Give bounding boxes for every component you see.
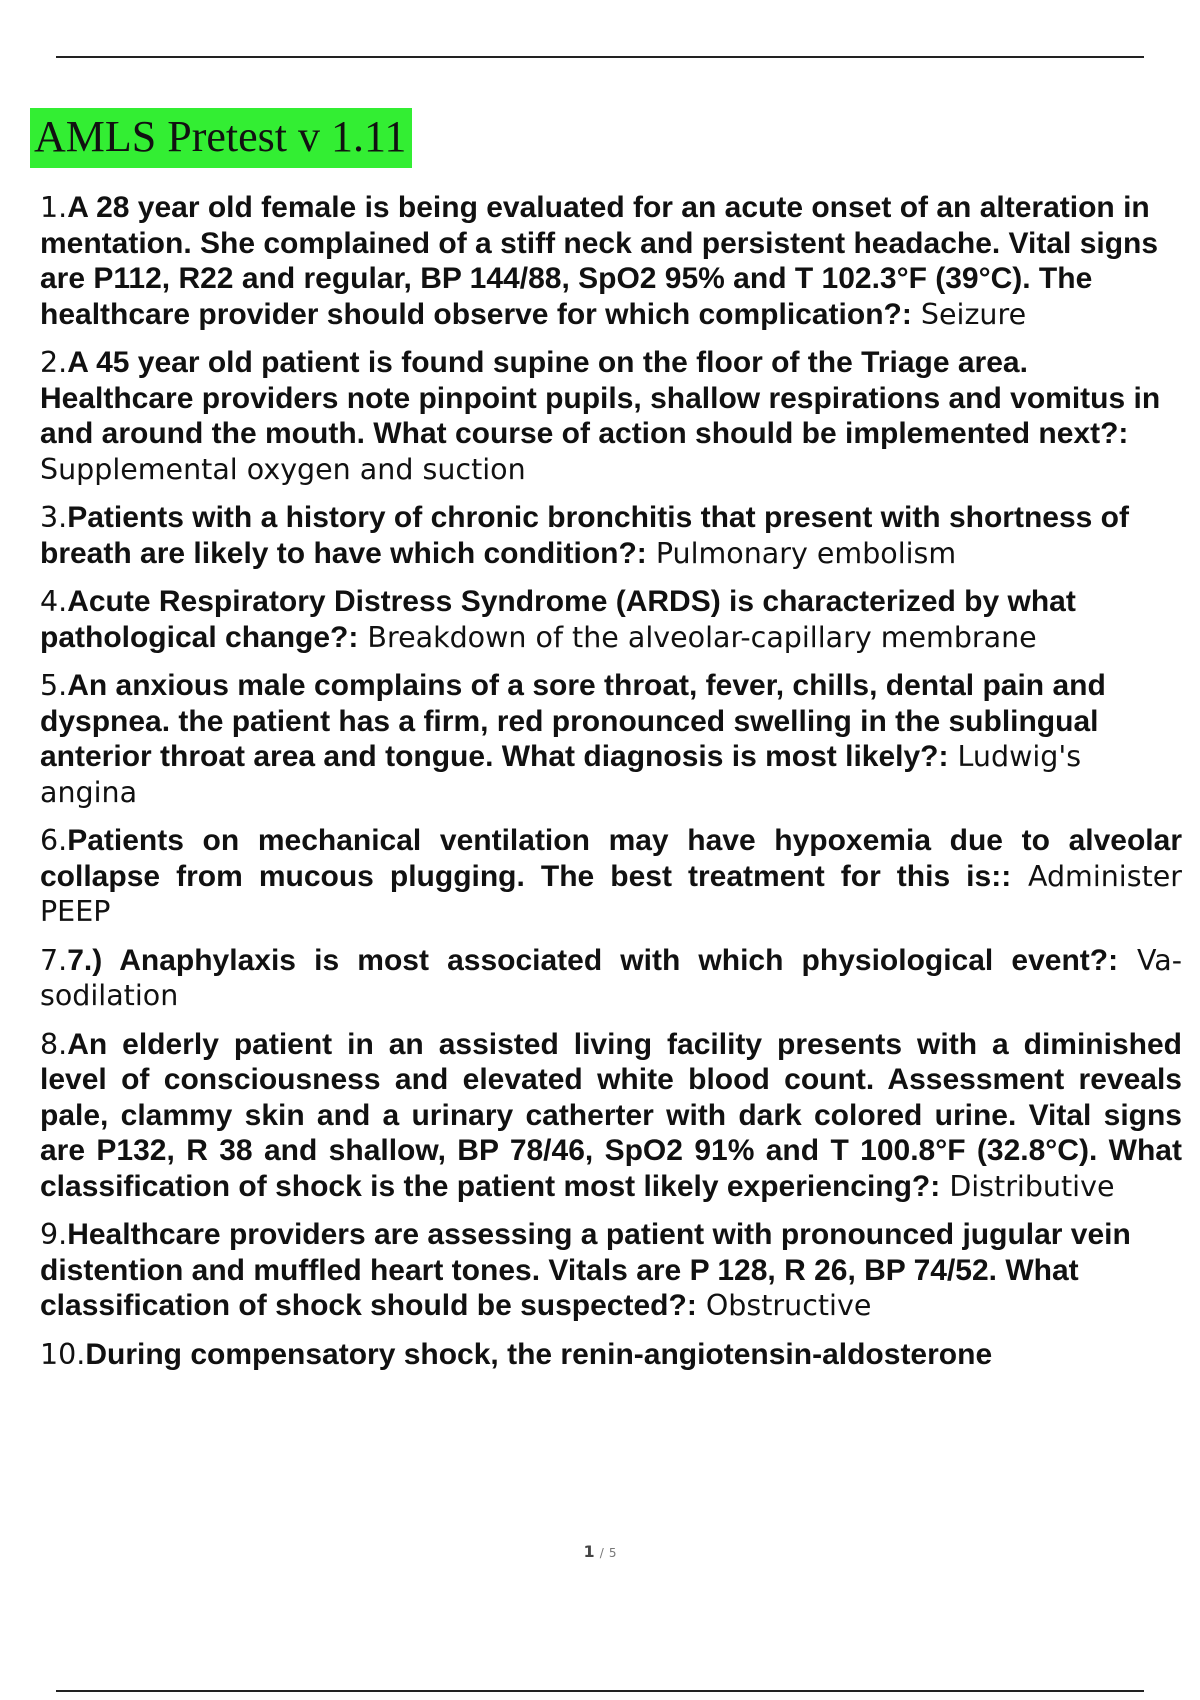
question-item	[40, 500, 1182, 571]
question-number: 6.	[40, 824, 68, 857]
total-pages: 5	[608, 1546, 617, 1560]
question-text: An anxious male complains of a sore throat, fever, chills, dental pain and dyspnea. the patient has a firm, red pronounced swelling in the sublingual anterior throat area and tongue. What diagnosis is most likely?:	[40, 669, 1106, 773]
question-item	[40, 1337, 1182, 1373]
question-answer: Pulmonary embolism	[655, 536, 957, 570]
question-text: Acute Respiratory Distress Syndrome (ARDS) is characterized by what pathological change?:	[40, 585, 1076, 654]
page-indicator	[0, 1542, 1200, 1561]
question-number: 2.	[40, 346, 68, 379]
question-answer: Supplemental oxygen and suction	[40, 452, 526, 486]
document-title: AMLS Pretest v 1.11	[30, 108, 412, 168]
question-text: Healthcare providers are assessing a patient with pronounced jugular vein distention and muffled heart tones. Vitals are P 128, R 26, BP 74/52. What classification of shock should be suspected?:	[40, 1218, 1131, 1322]
question-number: 5.	[40, 669, 68, 702]
question-number: 10.	[40, 1337, 86, 1371]
question-number: 1.	[40, 191, 68, 224]
question-item	[40, 668, 1182, 810]
question-text: A 28 year old female is being evaluated for an acute onset of an alteration in mentation. She complained of a stiff neck and persistent headache. Vital signs are P112, R22 and regular, BP 144/88, SpO2 95% and T 102.3°F (39°C). The healthcare provider should observe for which complication?:	[40, 191, 1159, 331]
question-number: 9.	[40, 1218, 68, 1251]
question-item	[40, 345, 1182, 487]
question-text: During compensatory shock, the renin-angiotensin-aldosterone	[85, 1337, 993, 1371]
question-text: A 45 year old patient is found supine on the floor of the Triage area. Healthcare providers note pinpoint pupils, shallow respirations and vomitus in and around the mouth. What course of action should be implemented next?:	[40, 346, 1161, 450]
question-answer: Administer PEEP	[40, 859, 1182, 928]
question-answer: Ludwig's angina	[40, 740, 1082, 809]
bottom-rule	[56, 1690, 1144, 1692]
top-rule	[56, 56, 1144, 58]
question-text: An elderly patient in an assisted living facility presents with a diminished level of consciousness and elevated white blood count. Assessment reveals pale, clammy skin and a urinary catherter with dark colored urine. Vital signs are P132, R 38 and shallow, BP 78/46, SpO2 91% and T 100.8°F (32.8°C). What classification of shock is the patient most likely experiencing?:	[40, 1027, 1182, 1203]
question-number: 7.	[40, 943, 68, 977]
question-item	[40, 1027, 1182, 1205]
question-answer: Obstructive	[705, 1289, 872, 1322]
question-text: Patients on mechanical ventilation may have hypoxemia due to alveolar collapse from mucous plugging. The best treatment for this is::	[40, 824, 1182, 893]
question-number: 4.	[40, 585, 68, 618]
question-text: Patients with a history of chronic bronchitis that present with shortness of breath are likely to have which condition?:	[40, 501, 1129, 570]
question-text: 7.) Anaphylaxis is most associated with which physiological event?:	[67, 943, 1119, 977]
question-list	[40, 190, 1182, 1385]
question-answer: Breakdown of the alveolar-capillary membrane	[367, 620, 1037, 654]
question-item	[40, 823, 1182, 930]
question-item	[40, 1217, 1182, 1324]
question-answer: Seizure	[920, 297, 1027, 331]
question-number: 8.	[40, 1027, 68, 1061]
question-item	[40, 584, 1182, 655]
question-number: 3.	[40, 501, 68, 534]
current-page: 1	[583, 1542, 595, 1561]
question-item	[40, 943, 1182, 1014]
question-item	[40, 190, 1182, 332]
question-answer: Va- sodilation	[40, 943, 1183, 1012]
page-separator: /	[599, 1546, 604, 1560]
question-answer: Distributive	[949, 1169, 1115, 1203]
